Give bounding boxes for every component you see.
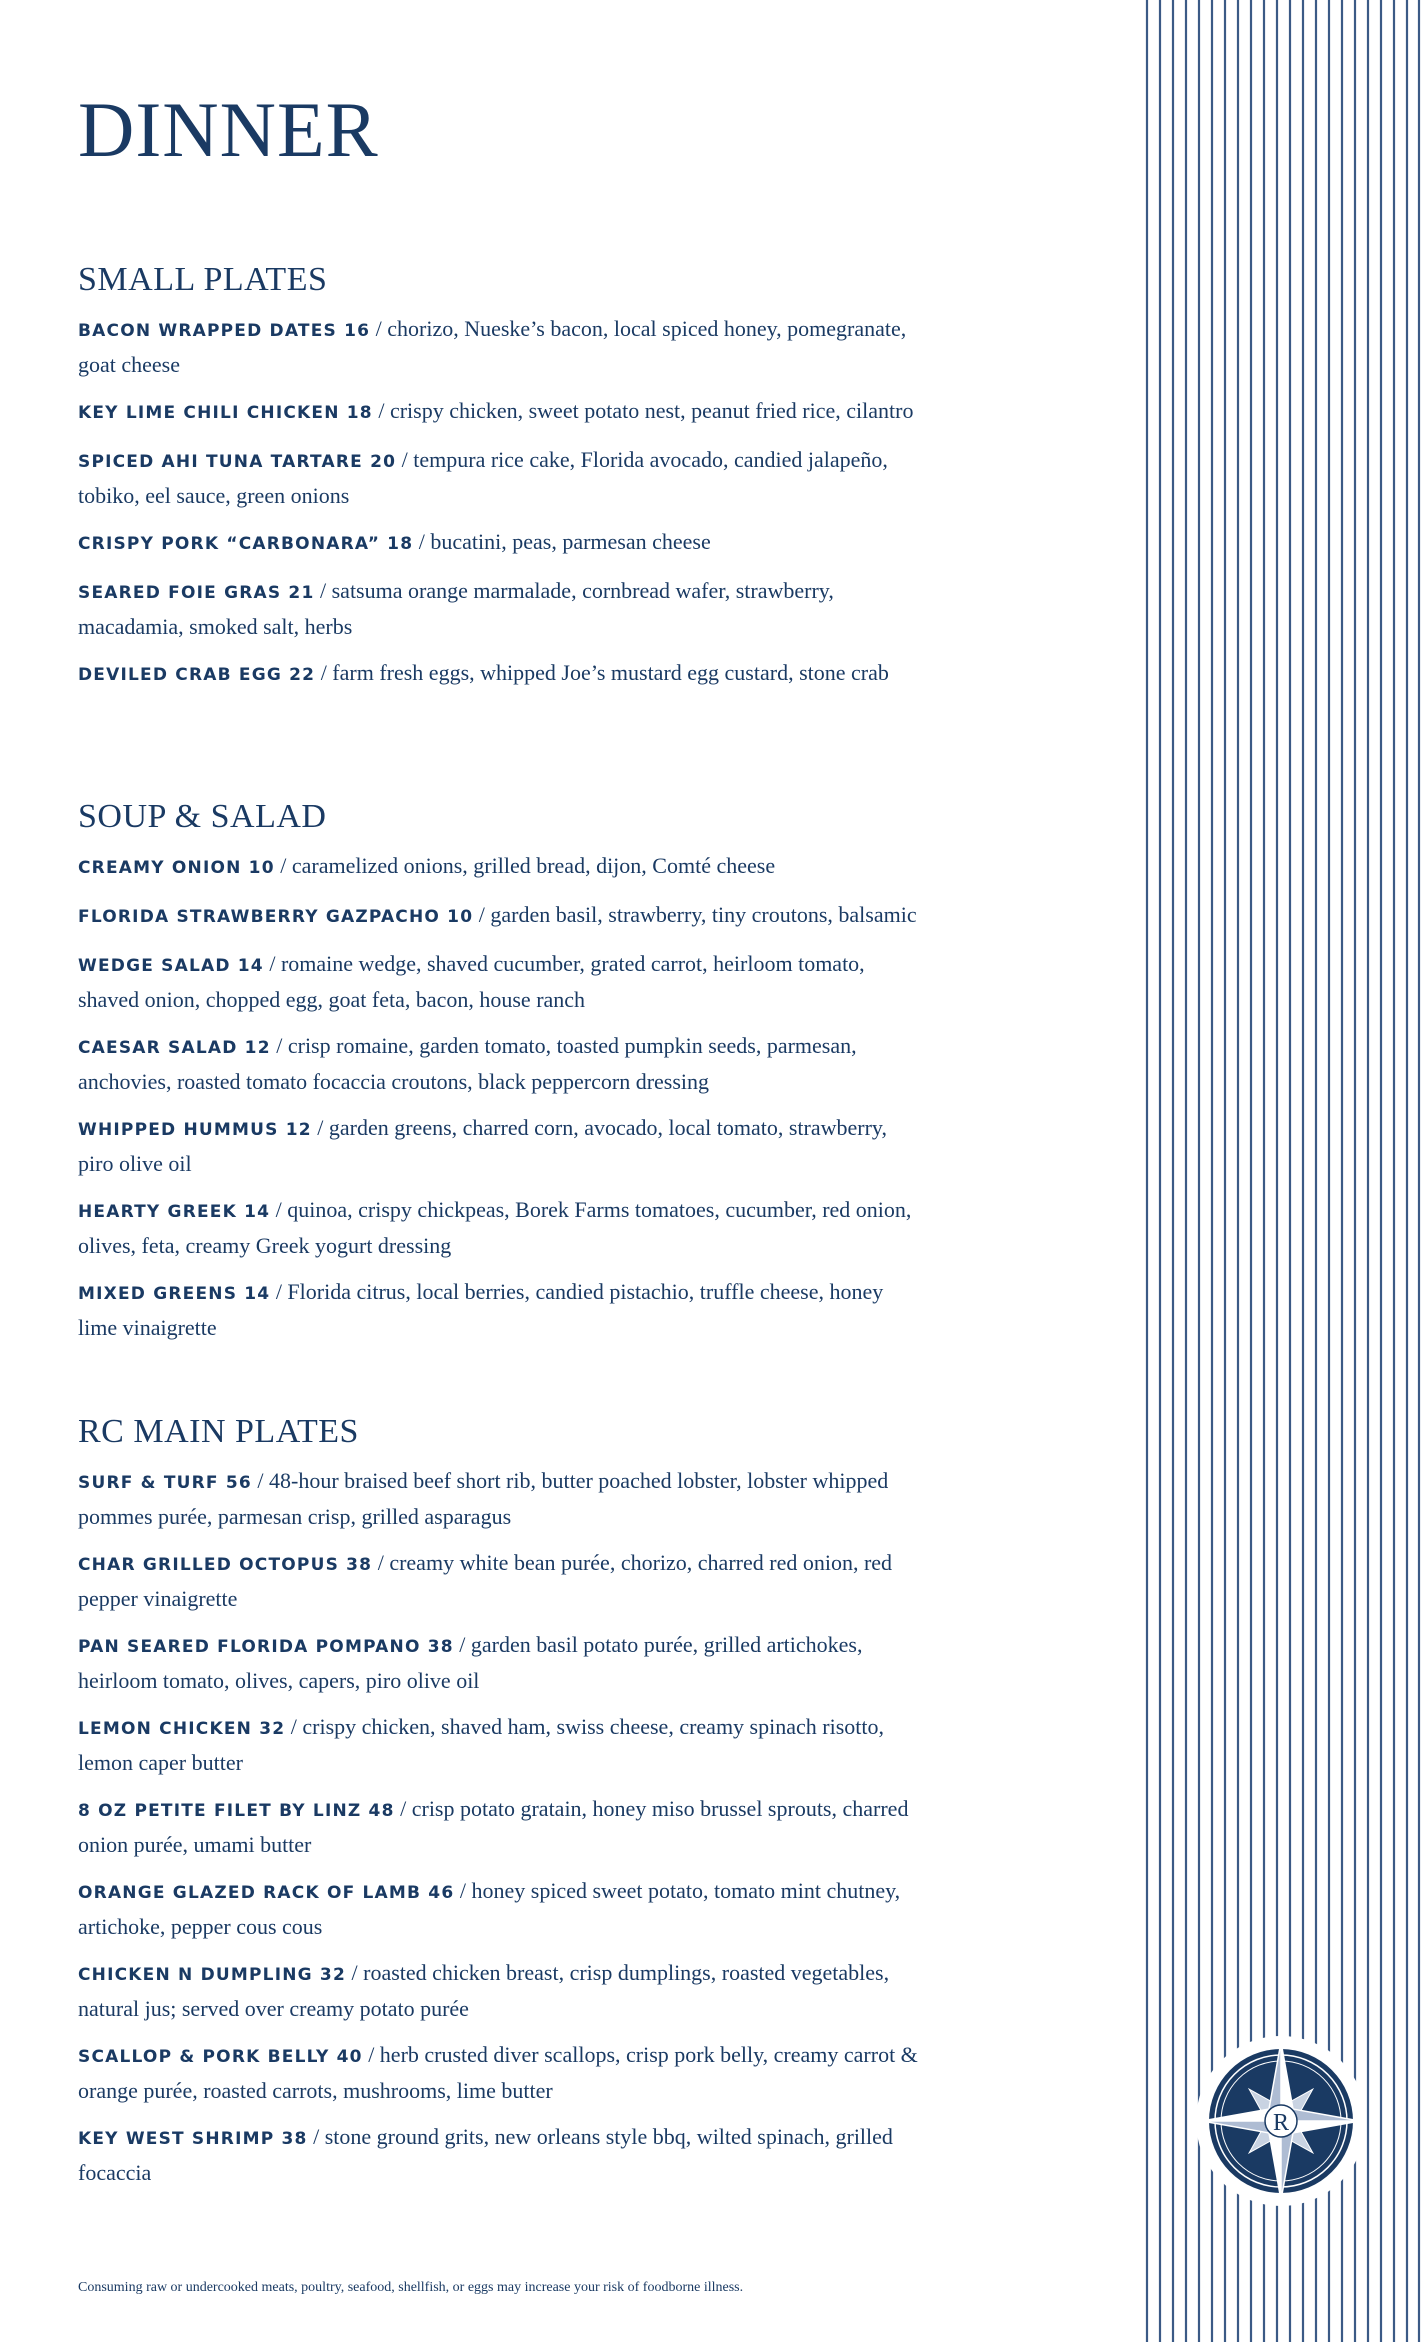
item-description: / farm fresh eggs, whipped Joe’s mustard egg custard, stone crab [320,660,889,685]
menu-item [78,1111,918,1180]
item-description: / roasted chicken breast, crisp dumplings, roasted vegetables, natural jus; served over creamy potato purée [78,1960,890,2021]
menu-item [78,1464,918,1533]
item-name: CHICKEN N DUMPLING 32 [78,1965,346,1985]
item-description: / tempura rice cake, Florida avocado, candied jalapeño, tobiko, eel sauce, green onions [78,447,888,508]
item-description: / 48-hour braised beef short rib, butter poached lobster, lobster whipped pommes purée, parmesan crisp, grilled asparagus [78,1468,889,1529]
item-name: DEVILED CRAB EGG 22 [78,665,316,685]
menu-item [78,947,918,1016]
menu-item [78,2038,918,2107]
item-description: / creamy white bean purée, chorizo, charred red onion, red pepper vinaigrette [78,1550,893,1611]
item-description: / crispy chicken, shaved ham, swiss cheese, creamy spinach risotto, lemon caper butter [78,1714,884,1775]
section-heading: SOUP & SALAD [78,798,327,835]
item-name: SPICED AHI TUNA TARTARE 20 [78,452,397,472]
item-name: ORANGE GLAZED RACK OF LAMB 46 [78,1883,455,1903]
item-name: SCALLOP & PORK BELLY 40 [78,2047,363,2067]
decorative-stripes [1145,0,1421,2342]
menu-item [78,898,918,934]
menu-item [78,312,918,381]
item-name: MIXED GREENS 14 [78,1284,271,1304]
menu-item [78,443,918,512]
menu-item [78,1792,918,1861]
item-name: CAESAR SALAD 12 [78,1038,271,1058]
item-description: / stone ground grits, new orleans style bbq, wilted spinach, grilled focaccia [78,2124,893,2185]
item-description: / chorizo, Nueske’s bacon, local spiced honey, pomegranate, goat cheese [78,316,907,377]
menu-item [78,1628,918,1697]
compass-rose-icon [1196,2036,1366,2206]
item-description: / garden basil, strawberry, tiny croutons, balsamic [478,902,917,927]
item-description: / garden greens, charred corn, avocado, local tomato, strawberry, piro olive oil [78,1115,887,1176]
foodborne-illness-disclaimer: Consuming raw or undercooked meats, poultry, seafood, shellfish, or eggs may increase your risk of foodborne illness. [78,2280,744,2295]
item-name: WEDGE SALAD 14 [78,956,264,976]
section-heading: RC MAIN PLATES [78,1413,359,1450]
menu-item [78,1956,918,2025]
menu-item [78,1710,918,1779]
item-description: / caramelized onions, grilled bread, dijon, Comté cheese [280,853,776,878]
item-description: / Florida citrus, local berries, candied pistachio, truffle cheese, honey lime vinaigrette [78,1279,884,1340]
page-title: DINNER [78,86,379,173]
section-main-plates [78,1410,918,2202]
item-description: / bucatini, peas, parmesan cheese [418,529,711,554]
menu-item [78,1874,918,1943]
section-small-plates [78,258,918,705]
item-name: BACON WRAPPED DATES 16 [78,321,371,341]
item-name: 8 OZ PETITE FILET BY LINZ 48 [78,1801,395,1821]
item-name: CRISPY PORK “CARBONARA” 18 [78,534,414,554]
menu-item [78,525,918,561]
menu-item [78,2120,918,2189]
item-description: / quinoa, crispy chickpeas, Borek Farms tomatoes, cucumber, red onion, olives, feta, creamy Greek yogurt dressing [78,1197,912,1258]
item-name: SURF & TURF 56 [78,1473,252,1493]
item-name: HEARTY GREEK 14 [78,1202,271,1222]
menu-item [78,394,918,430]
item-description: / crisp potato gratain, honey miso brussel sprouts, charred onion purée, umami butter [78,1796,909,1857]
item-name: CREAMY ONION 10 [78,858,275,878]
section-soup-salad [78,795,918,1357]
menu-item [78,849,918,885]
item-name: WHIPPED HUMMUS 12 [78,1120,312,1140]
item-description: / herb crusted diver scallops, crisp pork belly, creamy carrot & orange purée, roasted carrots, mushrooms, lime butter [78,2042,918,2103]
item-description: / romaine wedge, shaved cucumber, grated carrot, heirloom tomato, shaved onion, chopped egg, goat feta, bacon, house ranch [78,951,865,1012]
item-name: SEARED FOIE GRAS 21 [78,583,315,603]
item-name: LEMON CHICKEN 32 [78,1719,286,1739]
item-description: / crispy chicken, sweet potato nest, peanut fried rice, cilantro [378,398,914,423]
menu-item [78,1193,918,1262]
logo-letter: R [1272,2110,1290,2136]
item-name: KEY WEST SHRIMP 38 [78,2129,308,2149]
item-description: / crisp romaine, garden tomato, toasted pumpkin seeds, parmesan, anchovies, roasted tomato focaccia croutons, black peppercorn dressing [78,1033,857,1094]
item-name: PAN SEARED FLORIDA POMPANO 38 [78,1637,454,1657]
item-name: CHAR GRILLED OCTOPUS 38 [78,1555,373,1575]
item-name: KEY LIME CHILI CHICKEN 18 [78,403,373,423]
menu-item [78,1275,918,1344]
item-description: / honey spiced sweet potato, tomato mint chutney, artichoke, pepper cous cous [78,1878,901,1939]
item-description: / satsuma orange marmalade, cornbread wafer, strawberry, macadamia, smoked salt, herbs [78,578,834,639]
menu-item [78,1546,918,1615]
item-description: / garden basil potato purée, grilled artichokes, heirloom tomato, olives, capers, piro olive oil [78,1632,863,1693]
menu-item [78,656,918,692]
menu-item [78,574,918,643]
item-name: FLORIDA STRAWBERRY GAZPACHO 10 [78,907,474,927]
menu-item [78,1029,918,1098]
section-heading: SMALL PLATES [78,261,328,298]
